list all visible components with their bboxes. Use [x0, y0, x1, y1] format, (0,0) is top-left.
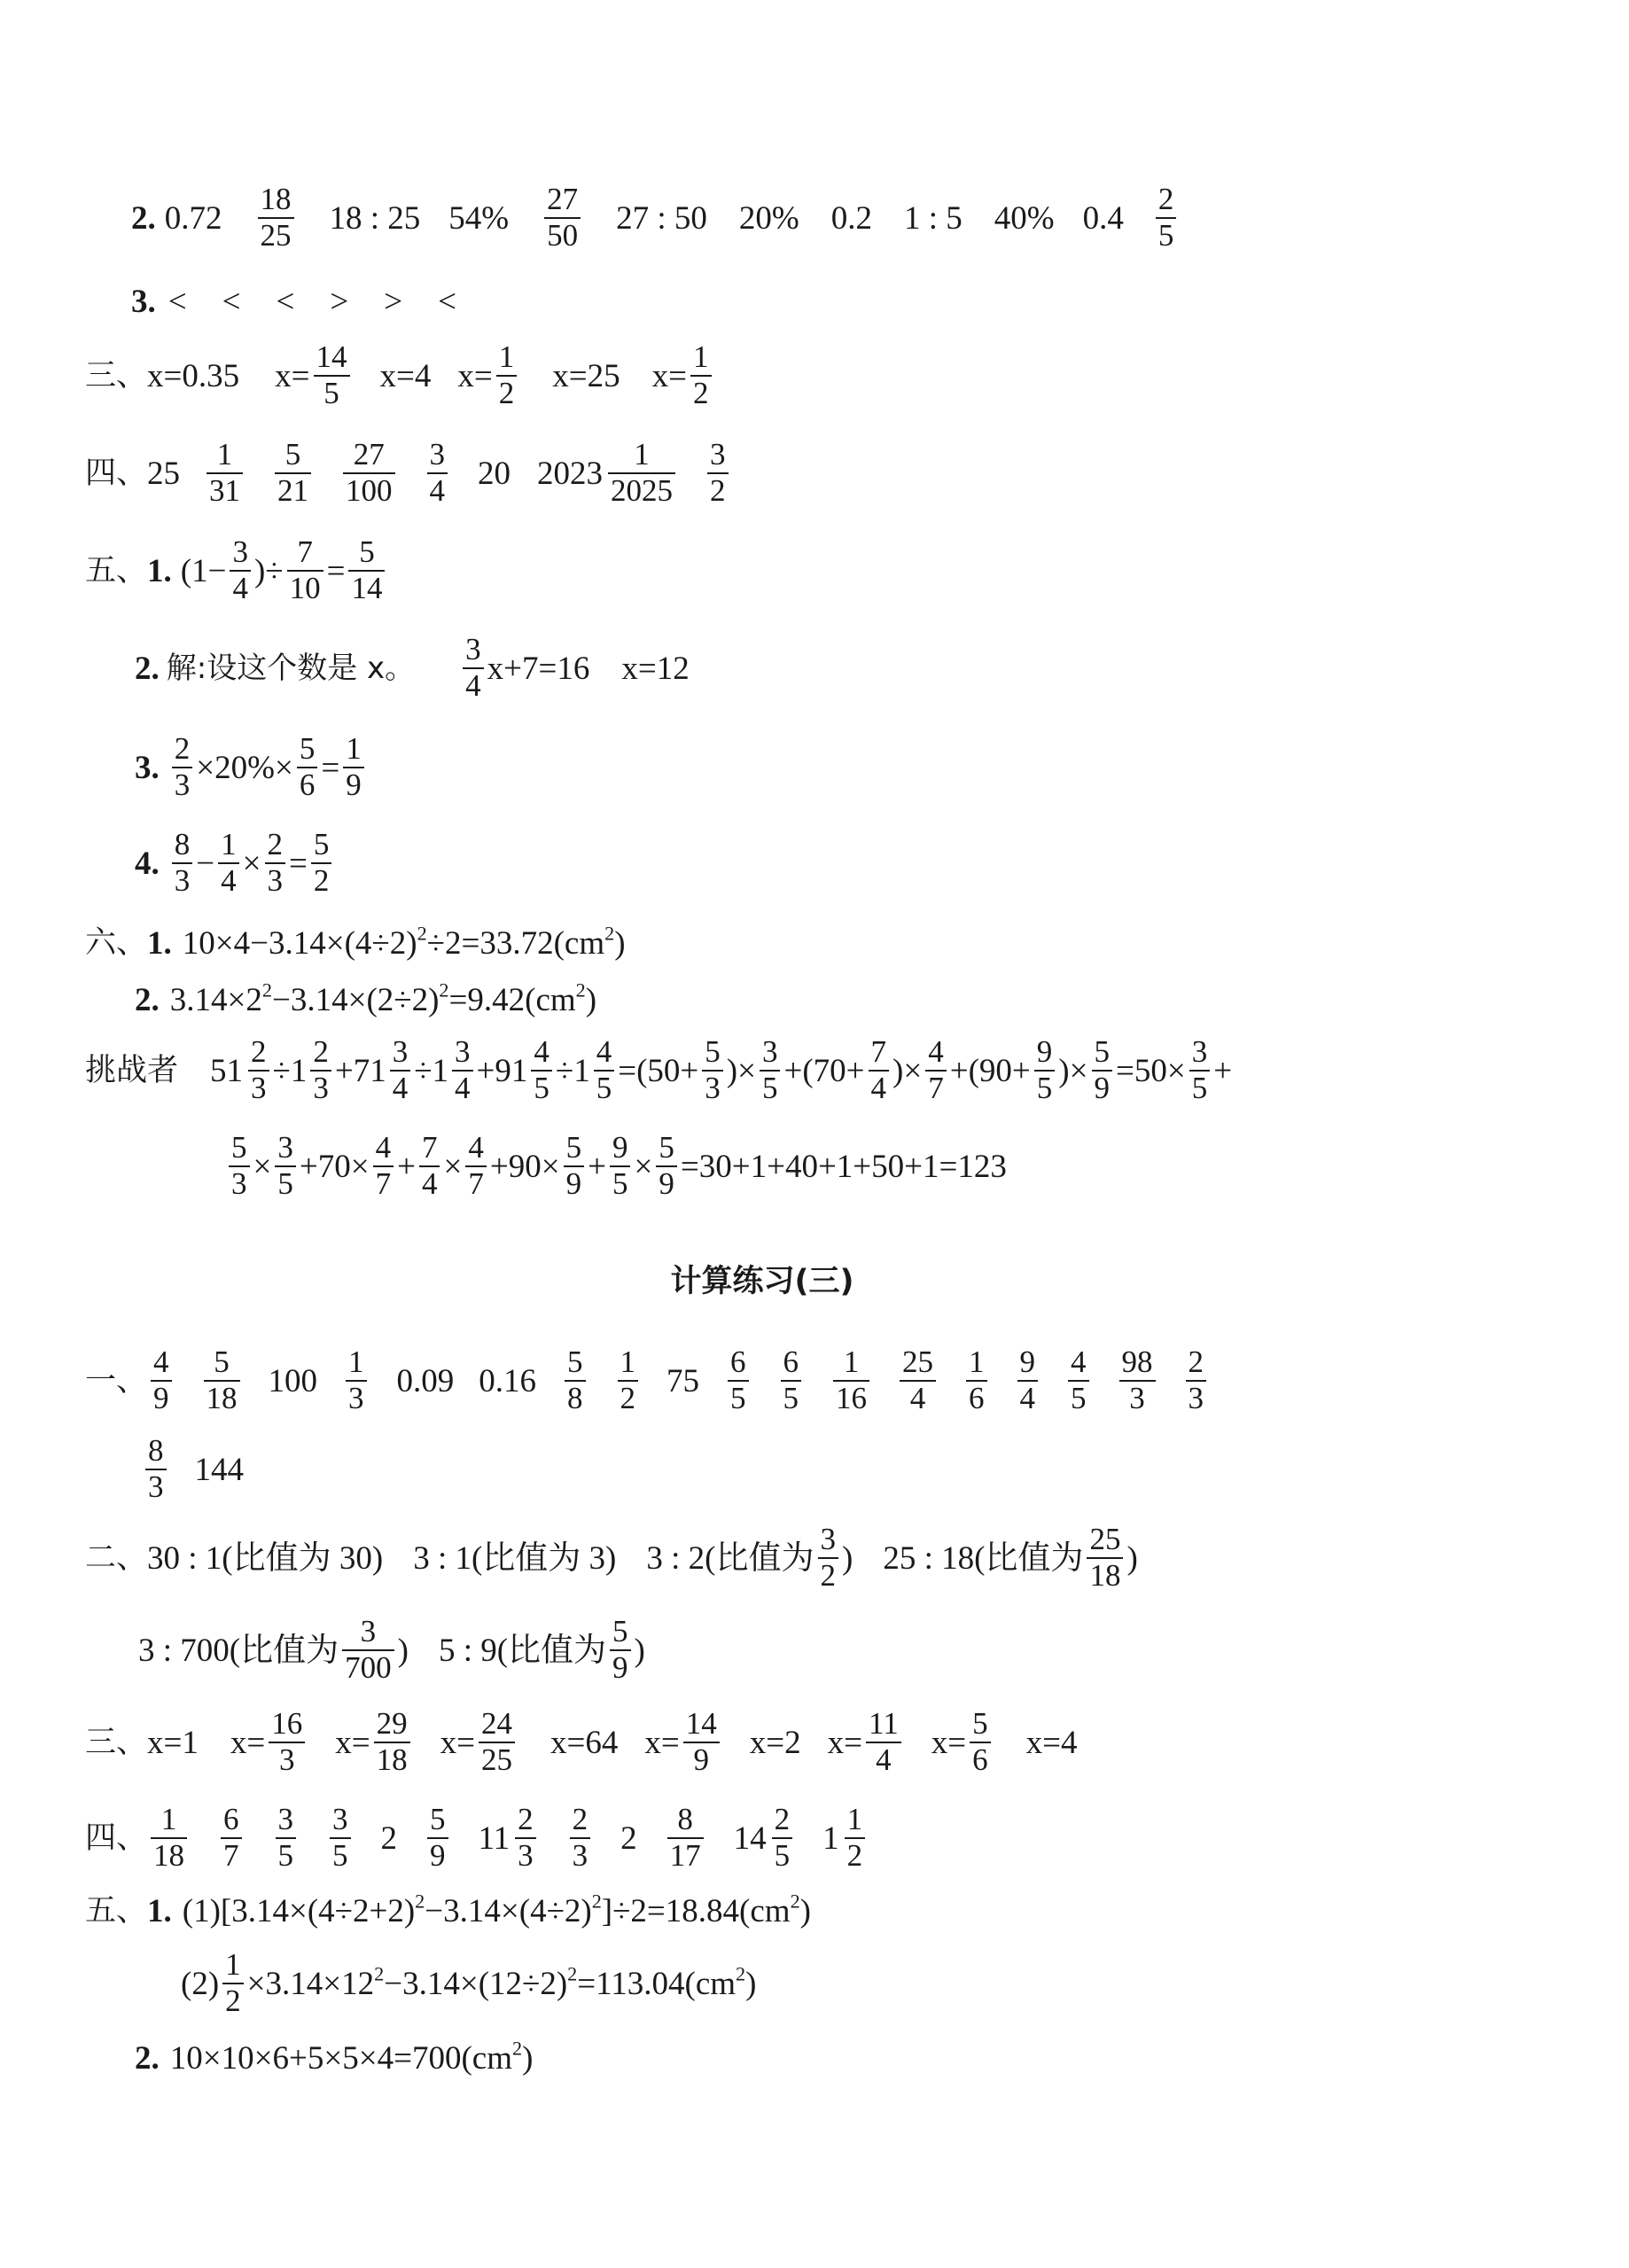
symbol: < — [168, 283, 187, 320]
ratio: 1 : 5 — [903, 199, 963, 237]
fraction: $\frac{4}{5}$ — [531, 1036, 552, 1105]
challenge-label: 挑战者 — [85, 1052, 179, 1088]
item-number: 1. — [147, 924, 172, 962]
fraction: 3 4 — [452, 1036, 473, 1105]
fraction: $\frac{5}{9}$ — [656, 1132, 677, 1201]
answer-line-1-san — [85, 340, 715, 411]
ratio-answer: 3 : 2(比值为 — [646, 1539, 814, 1577]
item-number: 3. — [131, 283, 156, 320]
answer: x=4 — [379, 357, 432, 394]
item-number: 2. — [135, 650, 160, 687]
section-label: 五、 — [85, 1892, 148, 1929]
fraction: 3 700 — [342, 1616, 394, 1685]
answer: x=1 — [147, 1724, 199, 1761]
fraction: $\frac{3}{5}$ — [760, 1036, 781, 1105]
answer-line-2-er — [85, 1521, 1138, 1595]
value: 0.2 — [830, 199, 872, 237]
value: 0.09 — [396, 1362, 455, 1399]
answer-prefix: x= — [651, 357, 688, 394]
ratio-answer: 5 : 9(比值为 — [438, 1632, 607, 1669]
fraction: $\frac{7}{4}$ — [419, 1132, 440, 1201]
answer-prefix: x= — [931, 1724, 967, 1761]
fraction: 5 9 — [610, 1616, 631, 1685]
expr-part: ÷1 — [555, 1052, 590, 1089]
answer: x=4 — [1025, 1724, 1078, 1761]
answer-line-1-2 — [131, 183, 1180, 253]
answer-line-1-wu2 — [135, 633, 690, 704]
answer-line-1-wu4 — [135, 828, 335, 899]
fraction: 5 21 — [275, 439, 311, 508]
fraction: 2 3 — [310, 1036, 331, 1105]
expr-part: (2) — [181, 1965, 220, 2002]
fraction: $\frac{1}{2}$ — [496, 341, 518, 410]
section-label: 五、 — [85, 552, 148, 588]
expr-part: +71 — [334, 1052, 386, 1089]
answer-line-2-wu1-part2 — [181, 1946, 756, 2021]
expr-part: 解:设这个数是 x。 — [166, 651, 416, 686]
expr-part: x=12 — [621, 650, 690, 687]
fraction: 3 4 — [427, 439, 448, 508]
fraction: 6 5 — [781, 1346, 802, 1415]
expr-part: x+7=16 — [487, 650, 590, 687]
fraction: $\frac{7}{10}$ — [287, 536, 323, 605]
answer-line-1-wu3 — [135, 732, 368, 803]
answer-prefix: x= — [440, 1724, 476, 1761]
mixed-number: 1 1 2 — [822, 1804, 869, 1873]
expr-part: × — [634, 1148, 653, 1185]
ratio-answer: 25 : 18(比值为 — [883, 1539, 1084, 1577]
fraction: $\frac{3}{5}$ — [275, 1132, 296, 1201]
item-number: 2. — [135, 2039, 160, 2077]
fraction: 1 18 — [151, 1804, 187, 1873]
answer-line-1-si — [85, 438, 732, 509]
mixed-number: 11 2 3 — [479, 1804, 540, 1873]
answer-line-1-wu1 — [85, 535, 388, 606]
item-number: 1. — [147, 552, 172, 589]
fraction: $\frac{4}{7}$ — [925, 1036, 947, 1105]
expr-part: = — [289, 845, 308, 882]
fraction: 2 3 — [1186, 1346, 1207, 1415]
section-label: 四、 — [85, 455, 148, 491]
symbol: < — [222, 283, 241, 320]
percent: 20% — [738, 199, 799, 237]
answer-line-2-yi — [85, 1344, 1210, 1418]
value: 144 — [194, 1451, 244, 1488]
section-label: 六、 — [85, 924, 148, 961]
symbol: > — [384, 283, 403, 320]
fraction: 3 2 — [707, 439, 729, 508]
answer-line-2-yi-cont — [142, 1432, 244, 1507]
fraction: $\frac{4}{7}$ — [373, 1132, 394, 1201]
expr-part: =50× — [1116, 1052, 1186, 1089]
fraction: 25 18 — [1087, 1524, 1123, 1593]
value: 2 — [380, 1820, 398, 1857]
answer-prefix: x= — [457, 357, 493, 394]
fraction: $\frac{5}{9}$ — [1092, 1036, 1113, 1105]
fraction: 1 31 — [207, 439, 243, 508]
expr-part: × — [443, 1148, 463, 1185]
expr-part: + — [1213, 1052, 1233, 1089]
fraction: 2 3 — [570, 1804, 591, 1873]
expr-part: =30+1+40+1+50+1=123 — [680, 1148, 1007, 1185]
expression: $(1)[3.14\times(4\div 2+2)^2-3.14\times(4\div 2)^2]\div 2=18.84(cm^2)$ — [182, 1889, 811, 1929]
ratio-answer: 30 : 1(比值为 30) — [147, 1539, 384, 1577]
expr-part: × — [253, 1148, 272, 1185]
percent: 40% — [994, 199, 1055, 237]
fraction: 2 5 — [1156, 183, 1177, 253]
fraction: $\frac{3}{5}$ — [1189, 1036, 1211, 1105]
fraction: 8 3 — [145, 1435, 167, 1504]
answer-line-2-er-cont — [138, 1613, 645, 1687]
expression: $10\times 4-3.14\times(4\div 2)^2\div 2=33.72(cm^2)$ — [182, 921, 626, 962]
fraction: $\frac{9}{5}$ — [1034, 1036, 1056, 1105]
section-label: 三、 — [85, 357, 148, 394]
answer: x=0.35 — [147, 357, 240, 394]
fraction: $\frac{5}{6}$ — [970, 1708, 991, 1777]
expr-part: =(50+ — [618, 1052, 699, 1089]
answer-line-1-liu2 — [135, 980, 596, 1019]
fraction: 5 8 — [565, 1346, 586, 1415]
expr-part: ×20%× — [196, 749, 293, 786]
fraction: $\frac{11}{4}$ — [866, 1708, 901, 1777]
value: 75 — [666, 1362, 700, 1399]
fraction: $\frac{5}{14}$ — [348, 536, 385, 605]
expr-part: +(70+ — [783, 1052, 865, 1089]
fraction: $\frac{1}{4}$ — [218, 829, 239, 898]
answer-line-2-wu1 — [85, 1891, 811, 1930]
fraction: $\frac{4}{5}$ — [594, 1036, 615, 1105]
fraction: 1 16 — [833, 1346, 869, 1415]
expr-part: = — [321, 749, 340, 786]
value: 2 — [620, 1820, 637, 1857]
expr-part: + — [397, 1148, 416, 1185]
ratio: 27 : 50 — [616, 199, 707, 237]
expr-part: ) — [842, 1539, 853, 1577]
answer-line-1-liu1 — [85, 921, 626, 963]
value: 0.16 — [479, 1362, 537, 1399]
expr-part: × — [242, 845, 261, 882]
item-number: 2. — [131, 199, 156, 237]
fraction: $\frac{5}{6}$ — [297, 733, 318, 802]
fraction: 3 5 — [276, 1804, 297, 1873]
value: 20 — [478, 455, 511, 492]
symbol: < — [276, 283, 295, 320]
answer: x=2 — [749, 1724, 801, 1761]
mixed-number: 2023 1 2025 — [537, 439, 679, 508]
expr-part: (1− — [180, 552, 227, 589]
fraction: 25 4 — [900, 1346, 936, 1415]
ratio-answer: 3 : 700(比值为 — [138, 1632, 339, 1669]
item-number: 4. — [135, 845, 160, 882]
ratio: 18 : 25 — [329, 199, 421, 237]
expr-part: )× — [726, 1052, 756, 1089]
answer-prefix: x= — [275, 357, 310, 394]
item-number: 2. — [135, 981, 160, 1018]
answer-prefix: x= — [644, 1724, 680, 1761]
expr-part: ) — [634, 1632, 645, 1669]
fraction: $\frac{29}{18}$ — [374, 1708, 410, 1777]
value: 0.4 — [1082, 199, 1124, 237]
expr-part: )÷ — [253, 552, 284, 589]
expr-part: ÷1 — [272, 1052, 308, 1089]
fraction: 4 9 — [151, 1346, 172, 1415]
expr-part: − — [196, 845, 215, 882]
fraction: 8 3 — [172, 829, 193, 898]
section-label: 四、 — [85, 1820, 148, 1856]
expr-part: +91 — [476, 1052, 528, 1089]
fraction: $\frac{9}{5}$ — [610, 1132, 631, 1201]
fraction: $\frac{24}{25}$ — [479, 1708, 515, 1777]
fraction: $\frac{3}{4}$ — [390, 1036, 411, 1105]
section-label: 三、 — [85, 1724, 148, 1760]
item-number: 1. — [147, 1892, 172, 1929]
mixed-number: 14 2 5 — [734, 1804, 797, 1873]
expr-part: +(90+ — [949, 1052, 1031, 1089]
fraction: $\frac{14}{9}$ — [683, 1708, 720, 1777]
value: 100 — [268, 1362, 318, 1399]
mixed-number: 51 2 3 — [210, 1036, 273, 1105]
fraction: $\frac{5}{2}$ — [311, 829, 332, 898]
percent: 54% — [448, 199, 510, 237]
fraction: 27 50 — [544, 183, 581, 253]
fraction: 18 25 — [258, 183, 294, 253]
fraction: 3 4 — [463, 634, 484, 703]
answer-prefix: x= — [335, 1724, 370, 1761]
challenge-line-1 — [85, 1033, 1232, 1108]
expression: $10\times 10\times 6+5\times 5\times 4=700(cm^2)$ — [169, 2036, 534, 2077]
fraction: $\frac{5}{3}$ — [702, 1036, 723, 1105]
fraction: $\frac{7}{4}$ — [869, 1036, 890, 1105]
fraction: $\frac{2}{3}$ — [172, 733, 193, 802]
fraction: $\frac{1}{2}$ — [690, 341, 712, 410]
answer: x=25 — [552, 357, 620, 394]
expr-part: = — [326, 552, 346, 589]
fraction: $\frac{5}{3}$ — [229, 1132, 250, 1201]
expr-part: ) — [397, 1632, 409, 1669]
answer: x=64 — [550, 1724, 619, 1761]
value: 25 — [147, 455, 181, 492]
symbol: > — [330, 283, 349, 320]
expr-part: + — [588, 1148, 606, 1185]
expr-part: +90× — [489, 1148, 560, 1185]
expr-part: )× — [1058, 1052, 1088, 1089]
answer-prefix: x= — [230, 1724, 266, 1761]
fraction: 3 2 — [818, 1524, 839, 1593]
expr-part: ) — [1126, 1539, 1138, 1577]
answer-line-1-3 — [131, 282, 456, 321]
item-number: 3. — [135, 749, 160, 786]
expr-part: )× — [892, 1052, 923, 1089]
fraction: 1 6 — [966, 1346, 987, 1415]
fraction: 98 3 — [1119, 1346, 1156, 1415]
expression: $\times 3.14\times 12^2-3.14\times(12\div 2)^2=113.04(cm^2)$ — [246, 1961, 757, 2002]
fraction: 5 9 — [427, 1804, 448, 1873]
fraction: $\frac{3}{4}$ — [230, 536, 251, 605]
section-label: 一、 — [85, 1362, 148, 1399]
fraction: $\frac{1}{9}$ — [343, 733, 364, 802]
fraction: $\frac{16}{3}$ — [269, 1708, 305, 1777]
section-title: 计算练习(三) — [670, 1264, 854, 1299]
fraction: 3 5 — [330, 1804, 351, 1873]
fraction: 6 5 — [728, 1346, 749, 1415]
fraction: 1 3 — [346, 1346, 367, 1415]
value: 0.72 — [164, 199, 222, 237]
answer-line-2-si — [85, 1801, 869, 1875]
fraction: 1 2 — [618, 1346, 639, 1415]
fraction: $\frac{5}{9}$ — [564, 1132, 585, 1201]
answer-prefix: x= — [827, 1724, 863, 1761]
ratio-answer: 3 : 1(比值为 3) — [413, 1539, 617, 1577]
symbol: < — [438, 283, 456, 320]
fraction: 9 4 — [1017, 1346, 1039, 1415]
fraction: 27 100 — [343, 439, 395, 508]
fraction: 5 18 — [204, 1346, 240, 1415]
expression: $3.14\times 2^2-3.14\times(2\div 2)^2=9.42(cm^2)$ — [169, 978, 597, 1018]
answer-line-2-san — [85, 1705, 1077, 1780]
fraction: 6 7 — [221, 1804, 242, 1873]
fraction: 4 5 — [1068, 1346, 1089, 1415]
fraction: 8 17 — [667, 1804, 704, 1873]
fraction: $\frac{4}{7}$ — [465, 1132, 487, 1201]
fraction: $\frac{1}{2}$ — [222, 1949, 244, 2018]
fraction: $\frac{2}{3}$ — [265, 829, 286, 898]
challenge-line-2 — [225, 1129, 1007, 1204]
fraction: $\frac{14}{5}$ — [314, 341, 350, 410]
section-label: 二、 — [85, 1539, 148, 1576]
expr-part: ÷1 — [414, 1052, 449, 1089]
answer-line-2-wu2 — [135, 2038, 533, 2077]
expr-part: +70× — [299, 1148, 370, 1185]
